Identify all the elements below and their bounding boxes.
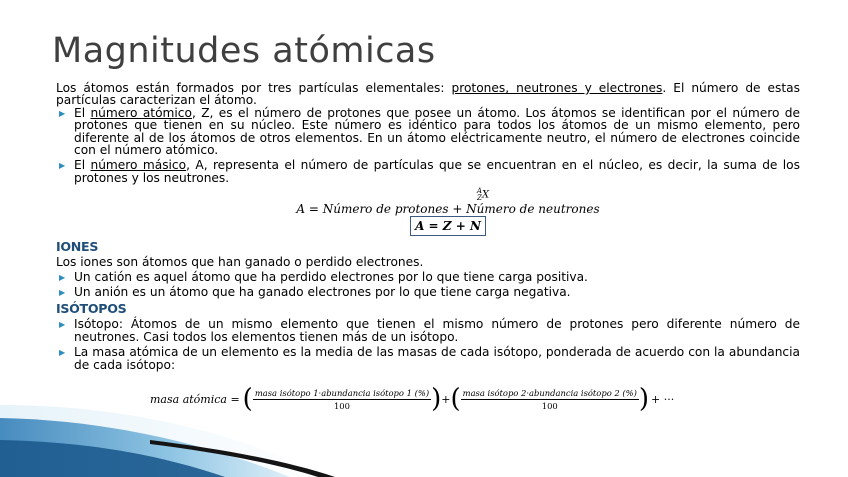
bullet-arrow-icon: ▶	[59, 348, 66, 358]
bullet-arrow-icon: ▶	[59, 108, 66, 118]
fraction-numerator: masa isótopo 1·abundancia isótopo 1 (%)	[254, 387, 430, 398]
bullet-atomic-number	[56, 107, 800, 157]
bullet-arrow-icon: ▶	[59, 161, 66, 171]
formula-tail: + ···	[651, 392, 675, 406]
fraction-denominator: 100	[541, 400, 558, 411]
fraction-isotope-2	[461, 388, 639, 411]
bullet-cation	[56, 271, 800, 283]
bullet-arrow-icon: ▶	[59, 288, 66, 298]
cation-text: Un catión es aquel átomo que ha perdido electrones por lo que tiene carga positiva.	[74, 270, 588, 285]
iones-definition: Los iones son átomos que han ganado o perdido electrones.	[56, 254, 424, 269]
close-paren: )	[431, 384, 442, 414]
mass-number-symbol: A	[476, 187, 482, 196]
atomic-mass-text: La masa atómica de un elemento es la media de las masas de cada isótopo, ponderada de acuerdo con la abundancia de cada isótopo:	[74, 345, 800, 372]
bullet-mass-number	[56, 159, 800, 184]
bullet-arrow-icon: ▶	[59, 273, 66, 283]
particles-term: protones, neutrones y electrones	[451, 81, 663, 95]
open-paren: (	[242, 384, 253, 414]
close-paren: )	[638, 384, 650, 414]
slide-body	[56, 82, 800, 371]
fraction-denominator: 100	[333, 400, 350, 411]
bullet-text: El	[74, 105, 91, 120]
mass-number-term: número másico	[90, 158, 187, 173]
isotope-definition-text: Isótopo: Átomos de un mismo elemento que tienen el mismo número de protones pero diferente número de neutrones. Casi todos los elementos tienen más de un isótopo.	[74, 317, 800, 344]
fraction-isotope-1	[253, 388, 431, 411]
plus-sign: +	[441, 392, 451, 406]
intro-text-end: . El número de estas partículas caracterizan el átomo.	[56, 81, 800, 108]
slide-title: Magnitudes atómicas	[52, 31, 436, 71]
atomic-number-symbol: Z	[477, 194, 482, 203]
mass-number-formula: A = Número de protones + Número de neutrones	[296, 202, 600, 217]
bullet-atomic-mass	[56, 346, 800, 371]
bullet-text: , A, representa el número de partículas que se encuentran en el núcleo, es decir, la suma de los protones y los neutrones.	[74, 158, 800, 185]
anion-text: Un anión es un átomo que ha ganado electrones por lo que tiene carga negativa.	[74, 285, 571, 300]
intro-text: Los átomos están formados por tres partículas elementales:	[56, 81, 452, 95]
average-mass-formula	[150, 386, 674, 412]
bullet-isotope-definition	[56, 318, 800, 343]
fraction-numerator: masa isótopo 2·abundancia isótopo 2 (%)	[462, 387, 637, 398]
bullet-text: El	[74, 158, 91, 173]
bullet-anion	[56, 286, 800, 298]
bullet-arrow-icon: ▶	[59, 320, 66, 330]
formula-lhs: masa atómica =	[150, 392, 240, 406]
boxed-formula: A = Z + N	[410, 216, 486, 236]
boxed-formula-wrapper	[96, 216, 800, 236]
bullet-text: , Z, es el número de protones que posee un átomo. Los átomos se identifican por el número de protones que tienen en su núcleo. Este número es idéntico para todos los átomos de un mismo elemento, pero diferente al de los átomos de otros elementos. En un átomo eléctricamente neutro, el número de electrones coincide con el número atómico.	[74, 105, 800, 158]
isotope-notation	[166, 188, 800, 202]
element-symbol: X	[481, 189, 490, 201]
atomic-number-term: número atómico	[90, 105, 192, 120]
heading-iones: IONES	[56, 239, 99, 255]
open-paren: (	[450, 384, 461, 414]
heading-isotopos: ISÓTOPOS	[56, 300, 127, 316]
intro-paragraph	[56, 82, 800, 107]
